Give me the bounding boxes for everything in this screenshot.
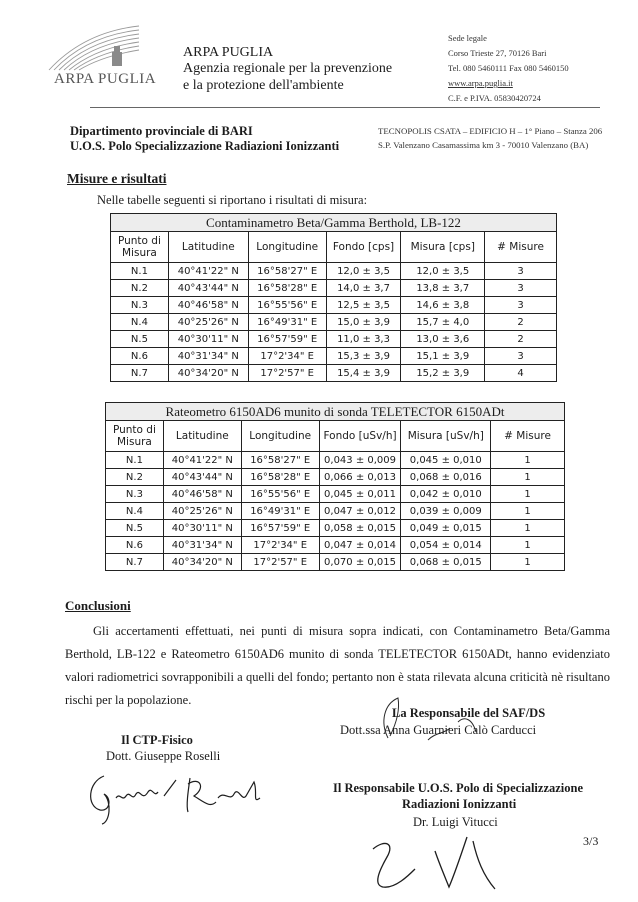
column-header: Misura [uSv/h] — [401, 421, 491, 452]
table-cell: 12,0 ± 3,5 — [401, 263, 485, 280]
org-subtitle-line2: e la protezione dell'ambiente — [183, 78, 344, 93]
table-cell: N.2 — [111, 280, 169, 297]
table-cell: 0,058 ± 0,015 — [319, 520, 401, 537]
uos-name: Dr. Luigi Vitucci — [413, 815, 498, 829]
uos-title-line1: Il Responsabile U.O.S. Polo di Specializzazione — [333, 781, 584, 795]
legal-phone: Tel. 080 5460111 Fax 080 5460150 — [448, 63, 569, 73]
table-row — [111, 365, 557, 382]
column-header: Longitudine — [248, 232, 326, 263]
table-cell: N.7 — [111, 365, 169, 382]
table-cell: 40°30'11" N — [163, 520, 241, 537]
table-cell: 1 — [491, 520, 565, 537]
table-cell: 15,1 ± 3,9 — [401, 348, 485, 365]
table-cell: 0,043 ± 0,009 — [319, 452, 401, 469]
table-cell: N.3 — [106, 486, 164, 503]
section-title: Misure e risultati — [67, 171, 167, 186]
table-cell: 14,6 ± 3,8 — [401, 297, 485, 314]
logo-rays-icon — [44, 22, 154, 74]
table-cell: 1 — [491, 469, 565, 486]
table-cell: 3 — [485, 348, 557, 365]
table-cell: 40°30'11" N — [168, 331, 248, 348]
saf-title: La Responsabile del SAF/DS — [392, 706, 546, 720]
column-header: # Misure — [491, 421, 565, 452]
legal-vat: C.F. e P.IVA. 05830420724 — [448, 93, 541, 103]
legal-info — [448, 31, 569, 106]
table-cell: N.6 — [111, 348, 169, 365]
page-number: 3/3 — [583, 834, 599, 848]
table-cell: N.6 — [106, 537, 164, 554]
column-header: Punto di Misura — [111, 232, 169, 263]
table-cell: 15,2 ± 3,9 — [401, 365, 485, 382]
table-cell: 0,042 ± 0,010 — [401, 486, 491, 503]
table-cell: 16°55'56" E — [248, 297, 326, 314]
org-name: ARPA PUGLIA — [183, 45, 274, 60]
table-cell: 16°58'28" E — [248, 280, 326, 297]
table-cell: 14,0 ± 3,7 — [326, 280, 401, 297]
department-name: Dipartimento provinciale di BARI — [70, 124, 253, 138]
table-row — [111, 314, 557, 331]
logo-text: ARPA PUGLIA — [54, 71, 157, 87]
table-cell: N.5 — [111, 331, 169, 348]
signature-ctp — [82, 762, 267, 827]
table-cell: 15,0 ± 3,9 — [326, 314, 401, 331]
uos-title-line2: Radiazioni Ionizzanti — [402, 797, 517, 811]
department-unit: U.O.S. Polo Specializzazione Radiazioni Ionizzanti — [70, 139, 340, 153]
table-cell: 15,4 ± 3,9 — [326, 365, 401, 382]
table-cell: 3 — [485, 297, 557, 314]
table-caption: Contaminametro Beta/Gamma Berthold, LB-122 — [111, 214, 557, 232]
arpa-logo — [44, 22, 157, 100]
header-divider — [90, 107, 600, 108]
table-cell: 17°2'57" E — [241, 554, 319, 571]
table-cell: N.3 — [111, 297, 169, 314]
table-row — [106, 554, 565, 571]
table-cell: 0,045 ± 0,010 — [401, 452, 491, 469]
table-cell: 40°34'20" N — [163, 554, 241, 571]
conclusions-text: Gli accertamenti effettuati, nei punti di misura sopra indicati, con Contaminametro Beta/Gamma Berthold, LB-122 e Rateometro 6150AD6 munito di sonda TELETECTOR 6150ADt, hanno evidenziato valori radiometrici sovrapponibili a quelli del fondo; pertanto non è stata rilevata alcuna criticità nè risultano rischi per la popolazione. — [65, 624, 610, 707]
table-cell: 0,068 ± 0,015 — [401, 554, 491, 571]
table-cell: 40°34'20" N — [168, 365, 248, 382]
table-cell: 40°46'58" N — [168, 297, 248, 314]
table-row — [106, 452, 565, 469]
column-header: Latitudine — [168, 232, 248, 263]
table-cell: N.4 — [106, 503, 164, 520]
saf-name: Dott.ssa Anna Guarnieri Calò Carducci — [340, 723, 537, 737]
table-cell: 1 — [491, 537, 565, 554]
table-cell: N.2 — [106, 469, 164, 486]
table-cell: 13,0 ± 3,6 — [401, 331, 485, 348]
table-cell: 17°2'34" E — [241, 537, 319, 554]
table-contaminametro — [110, 213, 557, 382]
table-row — [106, 486, 565, 503]
table-cell: N.1 — [106, 452, 164, 469]
table-cell: 15,3 ± 3,9 — [326, 348, 401, 365]
legal-website[interactable]: www.arpa.puglia.it — [448, 78, 513, 88]
table-row — [106, 537, 565, 554]
section-intro: Nelle tabelle seguenti si riportano i risultati di misura: — [97, 193, 368, 207]
table-cell: N.5 — [106, 520, 164, 537]
column-header: # Misure — [485, 232, 557, 263]
table-body — [106, 452, 565, 571]
table-cell: 16°49'31" E — [248, 314, 326, 331]
campus-line2: S.P. Valenzano Casamassima km 3 - 70010 Valenzano (BA) — [378, 140, 589, 150]
table-cell: 16°55'56" E — [241, 486, 319, 503]
table-row — [111, 348, 557, 365]
table-cell: 13,8 ± 3,7 — [401, 280, 485, 297]
table-cell: 40°43'44" N — [163, 469, 241, 486]
column-header: Fondo [uSv/h] — [319, 421, 401, 452]
table-cell: 15,7 ± 4,0 — [401, 314, 485, 331]
table-cell: 40°41'22" N — [168, 263, 248, 280]
table-cell: 16°57'59" E — [248, 331, 326, 348]
table-cell: 16°49'31" E — [241, 503, 319, 520]
column-header: Fondo [cps] — [326, 232, 401, 263]
table-cell: 1 — [491, 452, 565, 469]
table-cell: 16°57'59" E — [241, 520, 319, 537]
table-cell: 1 — [491, 503, 565, 520]
table-cell: 2 — [485, 314, 557, 331]
table-cell: 40°25'26" N — [163, 503, 241, 520]
table-cell: 0,066 ± 0,013 — [319, 469, 401, 486]
campus-line1: TECNOPOLIS CSATA – EDIFICIO H – 1° Piano – Stanza 206 — [378, 126, 603, 136]
column-header: Latitudine — [163, 421, 241, 452]
table-rateometro — [105, 402, 565, 571]
table-cell: 0,068 ± 0,016 — [401, 469, 491, 486]
table-cell: 16°58'27" E — [248, 263, 326, 280]
table-cell: 40°25'26" N — [168, 314, 248, 331]
table-body — [111, 263, 557, 382]
column-header: Misura [cps] — [401, 232, 485, 263]
table-cell: 1 — [491, 486, 565, 503]
table-cell: 17°2'34" E — [248, 348, 326, 365]
table-cell: 40°46'58" N — [163, 486, 241, 503]
table-cell: 0,039 ± 0,009 — [401, 503, 491, 520]
table-row — [106, 469, 565, 486]
table-row — [106, 520, 565, 537]
table-row — [111, 263, 557, 280]
table-cell: 0,047 ± 0,012 — [319, 503, 401, 520]
table-cell: 4 — [485, 365, 557, 382]
conclusions-title: Conclusioni — [65, 598, 131, 613]
table-cell: N.1 — [111, 263, 169, 280]
table-cell: N.7 — [106, 554, 164, 571]
table-cell: 0,054 ± 0,014 — [401, 537, 491, 554]
column-header: Punto di Misura — [106, 421, 164, 452]
table-cell: N.4 — [111, 314, 169, 331]
ctp-title: Il CTP-Fisico — [121, 733, 193, 747]
table-cell: 40°41'22" N — [163, 452, 241, 469]
table-cell: 0,049 ± 0,015 — [401, 520, 491, 537]
table-cell: 1 — [491, 554, 565, 571]
table-cell: 2 — [485, 331, 557, 348]
table-cell: 0,045 ± 0,011 — [319, 486, 401, 503]
column-header: Longitudine — [241, 421, 319, 452]
table-cell: 40°31'34" N — [168, 348, 248, 365]
table-caption: Rateometro 6150AD6 munito di sonda TELETECTOR 6150ADt — [106, 403, 565, 421]
table-cell: 17°2'57" E — [248, 365, 326, 382]
legal-office-label: Sede legale — [448, 33, 487, 43]
table-row — [111, 297, 557, 314]
table-cell: 16°58'27" E — [241, 452, 319, 469]
table-cell: 0,070 ± 0,015 — [319, 554, 401, 571]
ctp-name: Dott. Giuseppe Roselli — [106, 749, 221, 763]
org-subtitle-line1: Agenzia regionale per la prevenzione — [183, 61, 393, 76]
table-cell: 3 — [485, 263, 557, 280]
table-cell: 3 — [485, 280, 557, 297]
table-cell: 12,0 ± 3,5 — [326, 263, 401, 280]
table-cell: 40°43'44" N — [168, 280, 248, 297]
signature-uos — [365, 815, 525, 895]
table-cell: 11,0 ± 3,3 — [326, 331, 401, 348]
table-cell: 40°31'34" N — [163, 537, 241, 554]
table-row — [106, 503, 565, 520]
table-cell: 0,047 ± 0,014 — [319, 537, 401, 554]
table-cell: 16°58'28" E — [241, 469, 319, 486]
table-row — [111, 331, 557, 348]
table-row — [111, 280, 557, 297]
table-cell: 12,5 ± 3,5 — [326, 297, 401, 314]
legal-address: Corso Trieste 27, 70126 Bari — [448, 48, 547, 58]
